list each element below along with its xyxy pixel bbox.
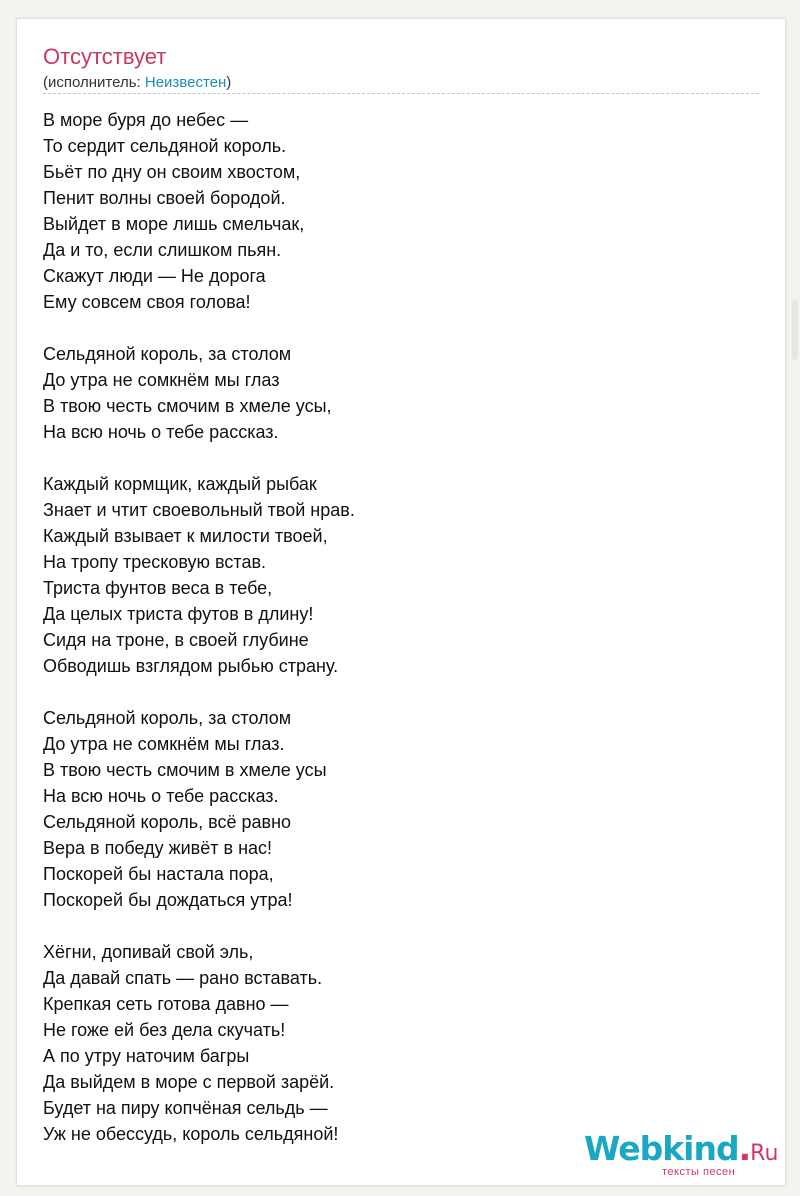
lyric-line: Хёгни, допивай свой эль, [43,942,254,962]
stanza-1 [43,107,763,315]
lyric-line: На всю ночь о тебе рассказ. [43,422,279,442]
lyric-line: До утра не сомкнём мы глаз. [43,734,285,754]
logo-name: Webkind [584,1129,739,1168]
lyric-line: Пенит волны своей бородой. [43,188,286,208]
lyric-line: В твою честь смочим в хмеле усы, [43,396,332,416]
lyric-line: Знает и чтит своевольный твой нрав. [43,500,355,520]
artist-link[interactable]: Неизвестен [144,74,227,91]
lyrics-card [16,18,786,1186]
stanza-3 [43,471,763,679]
artist-prefix: (исполнитель: [43,74,145,91]
lyric-line: Поскорей бы дождаться утра! [43,890,293,910]
lyric-line: Каждый взывает к милости твоей, [43,526,328,546]
lyric-line: Сельдяной король, за столом [43,344,292,364]
logo-tagline: тексты песен [662,1166,736,1178]
lyric-line: Крепкая сеть готова давно — [43,994,289,1014]
stanza-5 [43,939,763,1147]
lyrics-body [43,107,763,1173]
lyric-line: Поскорей бы настала пора, [43,864,274,884]
lyric-line: Да выйдем в море с первой зарёй. [43,1072,335,1092]
lyric-line: Сельдяной король, за столом [43,708,292,728]
webkind-logo[interactable] [584,1129,784,1177]
lyric-line: Не гоже ей без дела скучать! [43,1020,286,1040]
lyric-line: Выйдет в море лишь смельчак, [43,214,305,234]
lyric-line: Да давай спать — рано вставать. [43,968,323,988]
lyric-line: Бьёт по дну он своим хвостом, [43,162,301,182]
artist-suffix: ) [226,74,232,91]
lyric-line: Да и то, если слишком пьян. [43,240,282,260]
lyric-line: В твою честь смочим в хмеле усы [43,760,327,780]
lyric-line: В море буря до небес — [43,110,249,130]
artist-line [43,74,231,92]
lyric-line: Вера в победу живёт в нас! [43,838,273,858]
stanza-2 [43,341,763,445]
lyric-line: Обводишь взглядом рыбью страну. [43,656,339,676]
lyric-line: Каждый кормщик, каждый рыбак [43,474,317,494]
scrollbar-thumb[interactable] [792,300,798,360]
dashed-divider [43,93,759,94]
lyric-line: Скажут люди — Не дорога [43,266,266,286]
lyric-line: Сельдяной король, всё равно [43,812,292,832]
stanza-4 [43,705,763,913]
lyric-line: Сидя на троне, в своей глубине [43,630,309,650]
lyric-line: До утра не сомкнём мы глаз [43,370,280,390]
lyric-line: Уж не обессудь, король сельдяной! [43,1124,339,1144]
lyric-line: Да целых триста футов в длину! [43,604,314,624]
lyric-line: На всю ночь о тебе рассказ. [43,786,279,806]
lyric-line: Триста фунтов веса в тебе, [43,578,273,598]
lyric-line: На тропу тресковую встав. [43,552,267,572]
logo-dot: . [738,1129,751,1168]
song-title: Отсутствует [43,44,167,69]
lyric-line: Будет на пиру копчёная сельдь — [43,1098,328,1118]
lyric-line: Ему совсем своя голова! [43,292,251,312]
lyric-line: То сердит сельдяной король. [43,136,287,156]
logo-tld: Ru [750,1141,779,1166]
lyric-line: А по утру наточим багры [43,1046,250,1066]
